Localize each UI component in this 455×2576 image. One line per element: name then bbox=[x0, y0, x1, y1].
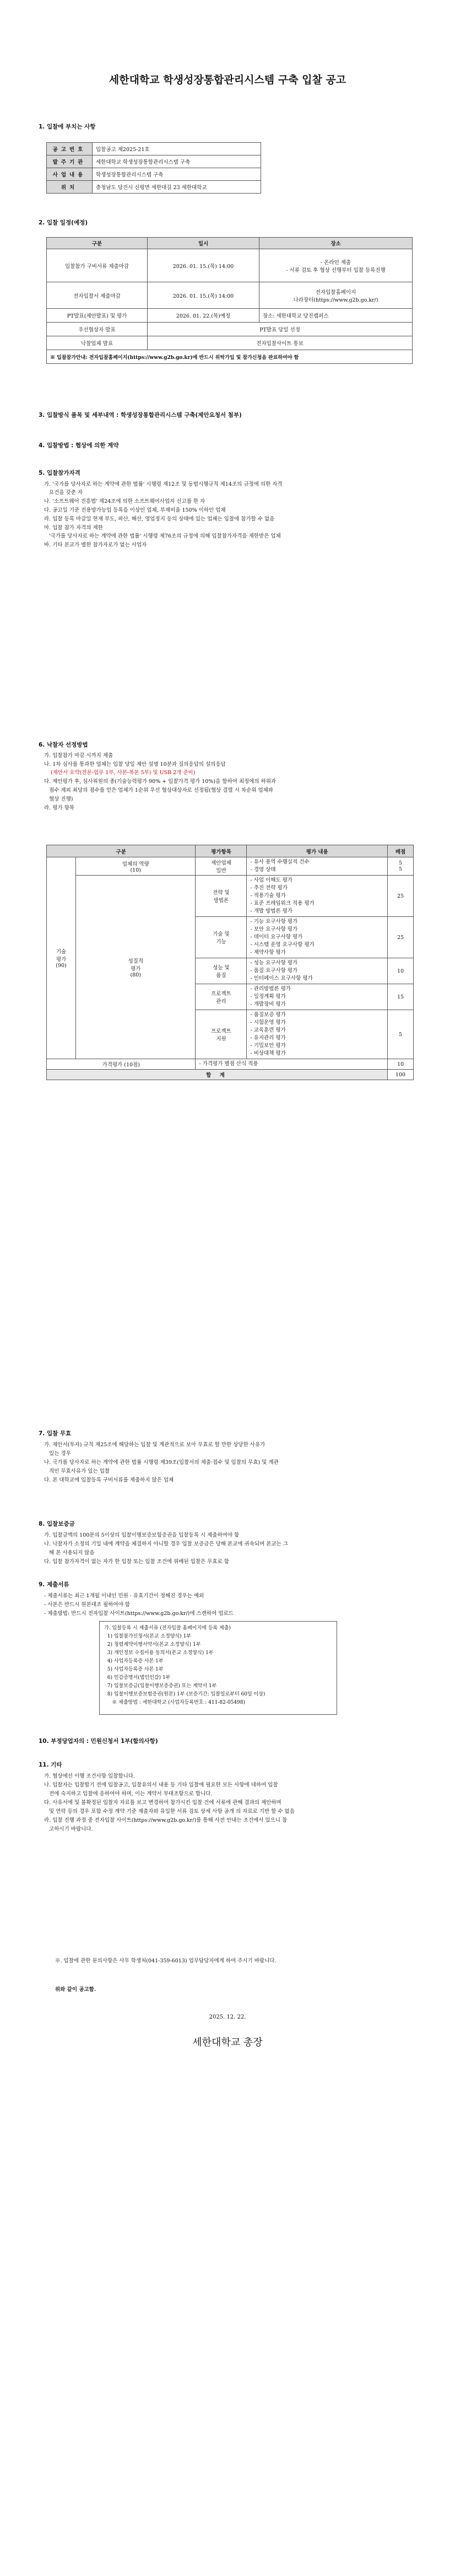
text-line: 있는 경우 bbox=[44, 1451, 71, 1457]
text-line: 가. 입찰금액의 100분의 5이상의 입찰이행보증보험증권을 입찰등록 시 제출하여야 함 bbox=[44, 1532, 240, 1538]
table-row: 성능 및 품질 - 성능 요구사항 평가 - 품질 요구사항 평가 - 인터페이스 요구사항 평가 10 bbox=[47, 958, 414, 984]
section-2-heading: 2. 입찰 일정(예정) bbox=[39, 219, 88, 226]
text-line: 다. 사유서에 및 불확정된 입찰자 자료를 보고 변경하여 참가시킨 입찰 건에 서류에 관해 결과의 제안하며 bbox=[44, 1800, 281, 1806]
section-11-heading: 11. 기타 bbox=[39, 1762, 62, 1768]
table-row: 낙찰업체 발표 전자입찰사이트 통보 bbox=[47, 336, 413, 350]
text-line: 가. 입찰참가 마감 시까지 제출 bbox=[44, 753, 113, 759]
text-line: 라. 입찰 진행 과정 중 전자입찰 사이트(https://www.g2b.go.kr/)를 통해 사전 안내는 조건에서 있으니 참 bbox=[44, 1817, 288, 1823]
table-row: 공고번호 입찰공고 제2025-21호 bbox=[47, 143, 261, 155]
section-6-heading: 6. 낙찰자 선정방법 bbox=[39, 742, 88, 748]
table-row: 위치 충청남도 당진시 신평면 세한대길 23 세한대학교 bbox=[47, 181, 261, 194]
text-line: - 제출방법: 반드시 전자입찰 사이트(https://www.g2b.go.kr/)에 스캔하여 업로드 bbox=[44, 1611, 234, 1617]
signature: 세한대학교 총장 bbox=[192, 2037, 263, 2048]
text-line: 다. 공고일 기준 전용방가능업 등록을 이상인 업체, 부채비율 150% 이하인 업체 bbox=[44, 507, 226, 513]
announcement-date: 2025. 12. 22. bbox=[209, 2014, 246, 2020]
text-line: 가. 제안서(투자) 규칙 제25조에 해당하는 입찰 및 계관적으로 보아 무효로 할 만한 상당한 사유가 bbox=[44, 1442, 266, 1448]
section-5-heading: 5. 입찰참가자격 bbox=[39, 470, 80, 476]
text-line: 바. 기타 본교가 별한 참가자로가 없는 사업자 bbox=[44, 542, 147, 548]
text-line: 가. 협상에선 이행 조건사항 입찰합니다. bbox=[44, 1773, 135, 1779]
section-7-heading: 7. 입찰 무효 bbox=[39, 1430, 72, 1437]
text-line: 요건을 갖춘 자 bbox=[44, 490, 83, 496]
text-line: 나. 낙찰자가 소정의 기일 내에 계약을 체결하지 아니할 경우 입찰 보증금은 당해 본교에 귀속되며 본교는 그 bbox=[44, 1541, 288, 1547]
text-line: 협상 진행) bbox=[44, 796, 73, 802]
table-row: 사업내용 학생성장통합관리시스템 구축 bbox=[47, 168, 261, 181]
table-row: 기술 평가 (90) 업체의 역량 (10) 제안업체 일반 - 유사 용역 수행실적 건수 - 경영 상태 5 5 bbox=[47, 857, 414, 876]
text-line: 적인 무효사유가 있는 입찰 bbox=[44, 1468, 110, 1474]
text-line: 다. 제안평가 후, 심사위원의 종(기술능력평가 90% + 입찰가격 평가 10%)을 합하여 최정에의 하위과 bbox=[44, 779, 277, 785]
announcement-info-table bbox=[46, 142, 261, 194]
text-line: 전에 숙지하고 입찰에 응하여야 하며, 이는 계약서 부대조항으로 합니다. bbox=[44, 1791, 213, 1797]
table-row: ※ 입찰참가안내: 전자입찰홈페이지(https://www.g2b.go.kr)에 반드시 위탁가입 및 참가신청을 완료하여야 함 bbox=[47, 350, 413, 364]
text-line: 및 연락 등의 경우 포함 수정 계약 기준 제출자와 유일한 서류 검토 상세 사항 공개 의 자료로 기반 할 수 없음 bbox=[44, 1808, 295, 1815]
text-line: 해 본 사용되지 않음 bbox=[44, 1550, 95, 1556]
table-row: 성질적 평가 (80) 전략 및 방법론 - 사업 이해도 평가 - 추진 전략 평가 - 적용기술 평가 - 표준 프레임워크 적용 평가 - 개발 방법론 평가 25 bbox=[47, 876, 414, 917]
red-note: (제안서 요약(전문-업무 1부, 사본-복본 5부) 및 USB 2개 준비) bbox=[51, 770, 196, 776]
text-line: - 제출서류는 최근 1개월 이내인 민원 · 유효기간이 정해진 경우는 예외 bbox=[44, 1593, 204, 1599]
section-1-heading: 1. 입찰에 부치는 사항 bbox=[39, 124, 96, 130]
section-8-heading: 8. 입찰보증금 bbox=[39, 1521, 75, 1527]
section-4-heading: 4. 입찰방법 : 협상에 의한 계약 bbox=[39, 442, 119, 449]
text-line: 나. 1차 심사를 통과한 업체는 입찰 당일 제안 설명 10분과 질의응답의 설의응답 bbox=[44, 761, 226, 768]
table-row: 기술 및 기능 - 기능 요구사항 평가 - 보안 요구사항 평가 - 데이터 요구사항 평가 - 시스템 운영 요구사항 평가 - 제약사항 평가 25 bbox=[47, 917, 414, 958]
table-row: 우선협상자 발표 PT발표 당일 선정 bbox=[47, 323, 413, 336]
table-row: 프로젝트 지원 - 품질보증 평가 - 시험운영 평가 - 교육훈련 평가 - 유지관리 평가 - 기밀보안 평가 - 비상대책 평가 5 bbox=[47, 1010, 414, 1059]
table-row: 가격평가 (10점) - 가격평가 별점 산식 적용 10 bbox=[47, 1059, 414, 1070]
text-line: 다. 본 대학교에 입찰등록 구비서류를 제출하지 않은 업체 bbox=[44, 1477, 174, 1483]
closing-statement: 위와 같이 공고함. bbox=[55, 1987, 96, 1993]
table-row: 발주기관 세한대학교 학생성장통합관리시스템 구축 bbox=[47, 155, 261, 168]
section-10-heading: 10. 부정당업자의 : 민원신청서 1부(합의사항) bbox=[39, 1738, 158, 1745]
table-row: PT발표(제안발표) 및 평가 2026. 01. 22.(목)예정 장소: 세한대학교 당진캠퍼스 bbox=[47, 309, 413, 323]
table-row: 입찰참가 구비서류 제출마감 2026. 01. 15.(목) 14:00 - 온라인 제출 - 서류 검토 후 협상 선행부터 입찰 등록진행 bbox=[47, 249, 413, 282]
section-9-heading: 9. 제출서류 bbox=[39, 1581, 69, 1588]
text-line: 고하시기 바랍니다. bbox=[44, 1826, 93, 1832]
table-row: 프로젝트 관리 - 관리방법론 평가 - 일정계획 평가 - 개발장비 평가 15 bbox=[47, 984, 414, 1010]
contact-note: ※. 입찰에 관한 문의사항은 사무 학생처(041-359-6013) 업무담당자에게 하여 주시기 바랍니다. bbox=[55, 1958, 277, 1964]
table-row: 전자입찰서 제출마감 2026. 01. 15.(목) 14:00 전자입찰홈페이지 나라장터(https://www.g2b.go.kr/) bbox=[47, 282, 413, 309]
text-line: 나. '소프트웨어 진흥법' 제24조에 의한 소프트웨어사업자 신고를 한 자 bbox=[44, 498, 205, 505]
document-title: 세한대학교 학생성장통합관리시스템 구축 입찰 공고 bbox=[109, 74, 346, 86]
text-line: 라. 평가 항목 bbox=[44, 805, 74, 811]
section-3-heading: 3. 입찰방식 품목 및 세부내역 : 학생성장통합관리시스템 구축(제안요청서 첨부) bbox=[39, 412, 242, 418]
text-line: 나. 입찰자는 입찰합기 전에 입찰공고, 입찰유의서 내용 등 기타 입찰에 필요한 모든 사항에 대하여 입찰 bbox=[44, 1782, 278, 1788]
table-row: 합 계 100 bbox=[47, 1070, 414, 1080]
text-line: 다. 입찰 참가자격이 없는 자가 한 입찰 또는 입찰 조건에 위배된 입찰은 무효로 함 bbox=[44, 1559, 229, 1565]
text-line: 점수 제외 최당의 점수를 얻은 업체가 1순위 우선 협상대상자로 선정됨(협상 결렬 시 차순위 업체와 bbox=[44, 787, 273, 793]
text-line: 마. 입찰 참가 자격의 제한 bbox=[44, 525, 103, 531]
evaluation-table: 구분 평가항목 평가 내용 배점 기술 평가 (90) 업체의 역량 (10) 제안업체 일반 - 유사 용역 수행실적 건수 - 경영 상태 5 5 성질적 평가 (80) 전략 및 방법론 - 사업 이해도 평가 - 추진 전략 평가 - 적용기술 평가 - 표준 프레임워크 적용 평가 - 개발 방법론 평가 25 기술 및 기능 - 기능 요구사항 평가 - 보안 요구사항 평가 - 데이터 요구사항 평가 - 시스템 운영 요구사항 평가 - 제약사항 평가 25 성능 및 품질 - 성능 요구사항 평가 - 품질 요구사항 평가 - 인터페이스 요구사항 평가 10 프로젝트 관리 - 관리방법론 평가 - 일정계획 평가 - 개발장비 평가 15 프로젝트 지원 - 품질보증 평가 - 시험운영 평가 - 교육훈련 평가 - 유지관리 평가 - 기밀보안 평가 - 비상대책 평가 5 가격평가 (10점) - 가격평가 별점 산식 적용 10 합 계 100 bbox=[46, 845, 414, 1080]
text-line: 라. 입찰 등록 마감일 현재 부도, 파산, 해산, 영업정지 등의 상태에 있는 업체는 입찰에 참가할 수 없음 bbox=[44, 516, 275, 522]
text-line: 가. '국가를 당사자로 하는 계약에 관한 법률' 시행령 제12조 및 동법시행규칙 제14조의 규정에 의한 자격 bbox=[44, 481, 283, 487]
text-line: '국가를 당사자로 하는 계약에 관한 법률' 시행령 제76조의 규정에 의해 입찰참가자격을 제한받은 업체 bbox=[44, 533, 281, 539]
text-line: - 사본은 반드시 원본대조 필하여야 함 bbox=[44, 1602, 130, 1608]
text-line: 나. 국가를 당사자로 하는 계약에 관한 법률 시행령 제39조(입찰서의 제출·접수 및 입찰의 무효) 및 계관 bbox=[44, 1459, 279, 1466]
submission-documents-box: 가. 입찰등록 시 제출서류 (전자입찰 홈페이지에 등록 제출) 1) 입찰참가신청서(본교 소정양식) 1부 2) 청렴계약이행서약서(본교 소정양식) 1부 3) 개인정보 수집이용 동의서(본교 소정양식) 1부 4) 사업자등록증 사본 1부 5) 사업자등록증 사본 1부 6) 인감증명서(법인인감) 1부 7) 입찰보증금(입찰이행보증증권) 또는 계약서 1부 8) 입찰이행보증보험증권(원본) 1부 (보증기간: 입찰일로부터 60일 이상) ※ 제출방법 : 세한대학교 (사업자등록번호 : 411-82-05498) bbox=[99, 1621, 337, 1715]
schedule-table: 구분 일시 장소 입찰참가 구비서류 제출마감 2026. 01. 15.(목) 14:00 - 온라인 제출 - 서류 검토 후 협상 선행부터 입찰 등록진행 전자입찰서 제출마감 2026. 01. 15.(목) 14:00 전자입찰홈페이지 나라장터(https://www.g2b.go.kr/) PT발표(제안발표) 및 평가 2026. 01. 22.(목)예정 장소: 세한대학교 당진캠퍼스 우선협상자 발표 PT발표 당일 선정 낙찰업체 발표 전자입찰사이트 통보 ※ 입찰참가안내: 전자입찰홈페이지(https://www.g2b.go.kr)에 반드시 위탁가입 및 참가신청을 완료하여야 함 bbox=[46, 237, 413, 364]
